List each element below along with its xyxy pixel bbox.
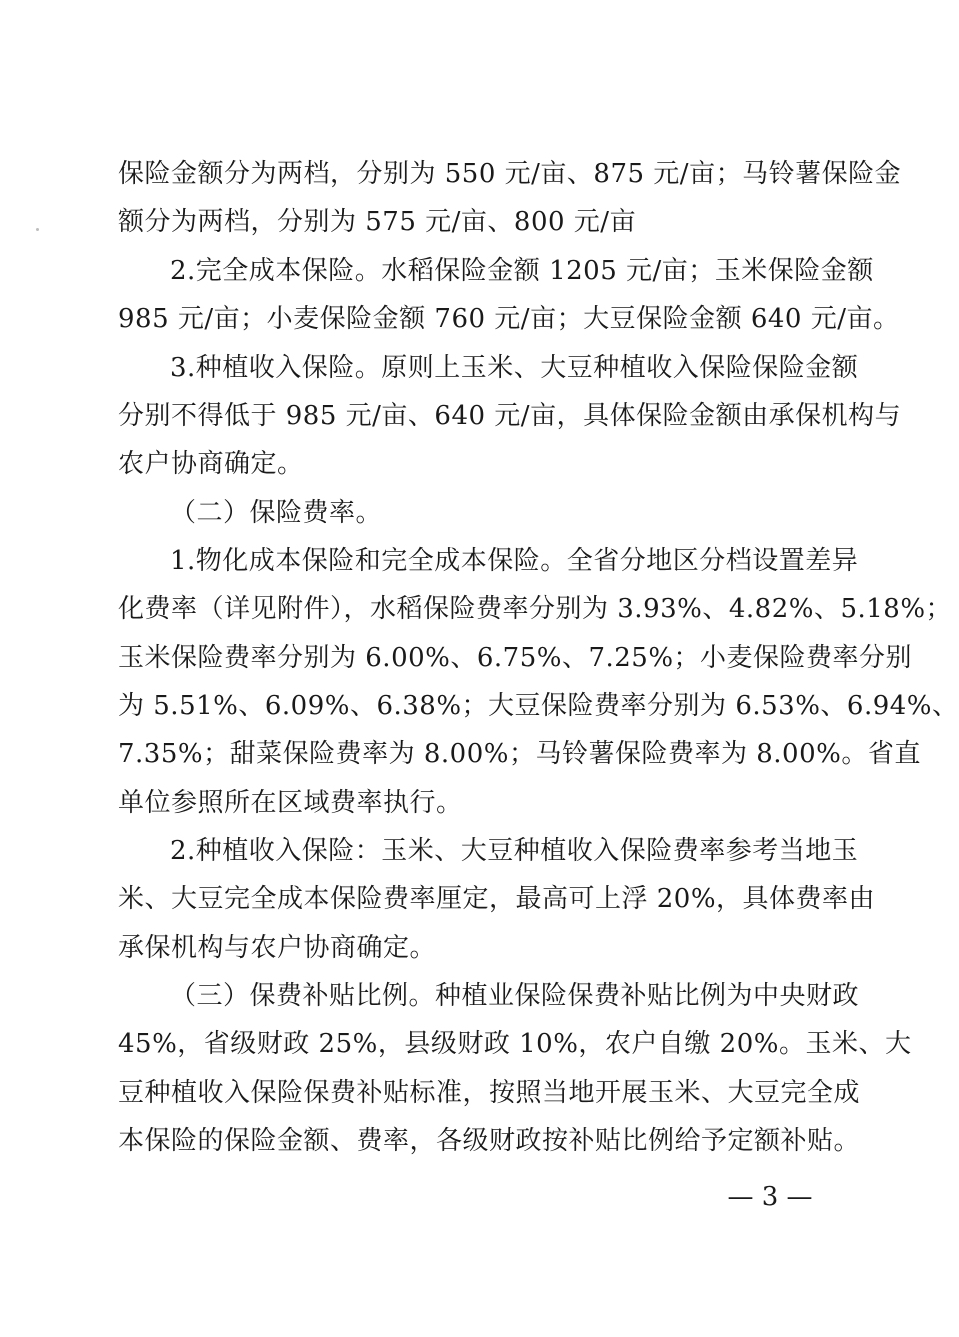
text-line: 985 元/亩；小麦保险金额 760 元/亩；大豆保险金额 640 元/亩。: [118, 304, 900, 334]
page-number: — 3 —: [727, 1182, 813, 1212]
text-line: 玉米保险费率分别为 6.00%、6.75%、7.25%；小麦保险费率分别: [118, 643, 913, 673]
text-line: 1.物化成本保险和完全成本保险。全省分地区分档设置差异: [170, 546, 859, 576]
text-line: 本保险的保险金额、费率，各级财政按补贴比例给予定额补贴。: [118, 1126, 861, 1156]
text-line: 额分为两档，分别为 575 元/亩、800 元/亩: [118, 207, 637, 237]
text-line: 为 5.51%、6.09%、6.38%；大豆保险费率分别为 6.53%、6.94%、: [118, 691, 959, 721]
text-line: 分别不得低于 985 元/亩、640 元/亩，具体保险金额由承保机构与: [118, 401, 902, 431]
text-line: 米、大豆完全成本保险费率厘定，最高可上浮 20%，具体费率由: [118, 884, 876, 914]
text-line: 保险金额分为两档，分别为 550 元/亩、875 元/亩；马铃薯保险金: [118, 159, 902, 189]
text-line: 承保机构与农户协商确定。: [118, 933, 437, 963]
section-heading: （二）保险费率。: [170, 498, 383, 528]
text-line: 3.种植收入保险。原则上玉米、大豆种植收入保险保险金额: [170, 353, 859, 383]
text-line: 7.35%；甜菜保险费率为 8.00%；马铃薯保险费率为 8.00%。省直: [118, 739, 921, 769]
text-line: 豆种植收入保险保费补贴标准，按照当地开展玉米、大豆完全成: [118, 1078, 861, 1108]
text-line: 2.种植收入保险：玉米、大豆种植收入保险费率参考当地玉: [170, 836, 859, 866]
text-line: 化费率（详见附件），水稻保险费率分别为 3.93%、4.82%、5.18%；: [118, 594, 953, 624]
text-line: 农户协商确定。: [118, 449, 304, 479]
text-line: 2.完全成本保险。水稻保险金额 1205 元/亩；玉米保险金额: [170, 256, 874, 286]
text-line: 45%，省级财政 25%，县级财政 10%，农户自缴 20%。玉米、大: [118, 1029, 912, 1059]
text-line: （三）保费补贴比例。种植业保险保费补贴比例为中央财政: [170, 981, 860, 1011]
text-line: 单位参照所在区域费率执行。: [118, 788, 463, 818]
scan-speck: [36, 228, 39, 231]
